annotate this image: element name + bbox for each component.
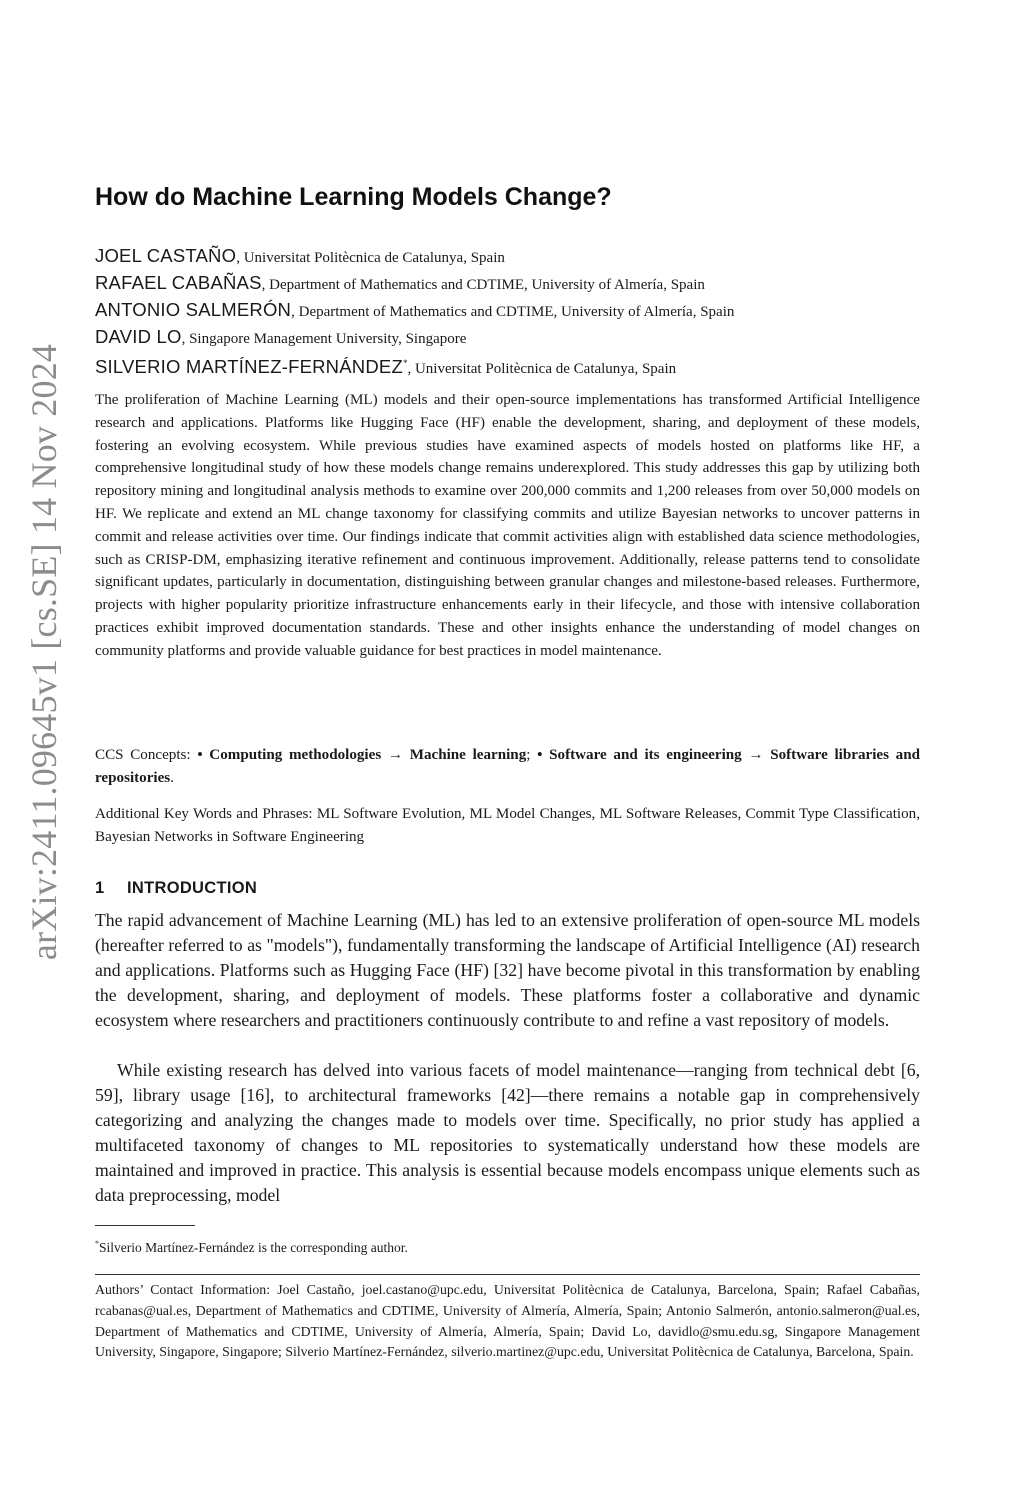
keywords-text: ML Software Evolution, ML Model Changes, ML Software Releases, Commit Type Classification, Bayesian Networks in Software Engineering xyxy=(95,806,920,845)
author-name: SILVERIO MARTÍNEZ-FERNÁNDEZ xyxy=(95,356,403,377)
ccs-category: • Computing methodologies xyxy=(197,747,382,763)
ccs-concept: Software libraries and repositories xyxy=(95,747,920,786)
paper-title: How do Machine Learning Models Change? xyxy=(95,183,612,211)
ccs-category: • Software and its engineering xyxy=(537,747,742,763)
author-entry xyxy=(95,269,920,296)
author-affiliation: , Singapore Management University, Singapore xyxy=(181,331,467,347)
author-entry xyxy=(95,242,920,269)
footnote-text: Silverio Martínez-Fernández is the corresponding author. xyxy=(99,1240,408,1255)
author-affiliation: , Universitat Politècnica de Catalunya, Spain xyxy=(236,250,505,266)
section-title: INTRODUCTION xyxy=(127,879,258,897)
ccs-concepts xyxy=(95,744,920,790)
author-affiliation: , Universitat Politècnica de Catalunya, Spain xyxy=(407,361,677,377)
author-entry xyxy=(95,296,920,323)
footnote-divider xyxy=(95,1225,195,1226)
ccs-label: CCS Concepts: xyxy=(95,747,198,763)
keywords xyxy=(95,803,920,849)
ccs-end: . xyxy=(170,769,174,786)
author-entry xyxy=(95,323,920,350)
author-entry xyxy=(95,350,920,377)
ccs-arrow: → xyxy=(741,747,771,763)
authors-contact-information: Authors’ Contact Information: Joel Castaño, joel.castano@upc.edu, Universitat Politècnica de Catalunya, Barcelona, Spain; Rafael Cabañas, rcabanas@ual.es, Department of Mathematics and CDTIME, University of Almería, Almería, Spain; Antonio Salmerón, antonio.salmeron@ual.es, Department of Mathematics and CDTIME, University of Almería, Almería, Spain; David Lo, davidlo@smu.edu.sg, Singapore Management University, Singapore, Singapore; Silverio Martínez-Fernández, silverio.martinez@upc.edu, Universitat Politècnica de Catalunya, Barcelona, Spain. xyxy=(95,1282,920,1360)
section-heading-introduction xyxy=(95,879,257,898)
section-number: 1 xyxy=(95,879,105,897)
footnote-mark: * xyxy=(95,1239,99,1248)
arxiv-identifier-stamp: arXiv:2411.09645v1 [cs.SE] 14 Nov 2024 xyxy=(24,343,64,961)
author-name: DAVID LO xyxy=(95,326,182,347)
ccs-arrow: → xyxy=(381,747,410,763)
footnote xyxy=(95,1235,408,1257)
author-name: JOEL CASTAÑO xyxy=(95,245,237,266)
contact-divider xyxy=(95,1274,920,1275)
intro-paragraph-2: While existing research has delved into various facets of model maintenance—ranging from technical debt [6, 59], library usage [16], to architectural frameworks [42]—there remains a notable gap in comprehensively categorizing and analyzing the changes made to models over time. Specifically, no prior study has applied a multifaceted taxonomy of changes to ML repositories to systematically understand how these models are maintained and improved in practice. This analysis is essential because models encompass unique elements such as data preprocessing, model xyxy=(95,1060,920,1205)
author-name: ANTONIO SALMERÓN xyxy=(95,299,292,320)
author-affiliation: , Department of Mathematics and CDTIME, University of Almería, Spain xyxy=(291,304,735,320)
intro-paragraph-1: The rapid advancement of Machine Learning (ML) has led to an extensive proliferation of open-source ML models (hereafter referred to as "models"), fundamentally transforming the landscape of Artificial Intelligence (AI) research and applications. Platforms such as Hugging Face (HF) [32] have become pivotal in this transformation by enabling the development, sharing, and deployment of models. These platforms foster a collaborative and dynamic ecosystem where researchers and practitioners continuously contribute to and refine a vast repository of models. xyxy=(95,910,920,1030)
keywords-label: Additional Key Words and Phrases: xyxy=(95,806,317,822)
abstract: The proliferation of Machine Learning (ML) models and their open-source implementations has transformed Artificial Intelligence research and applications. Platforms like Hugging Face (HF) enable the development, sharing, and deployment of these models, fostering an evolving ecosystem. While previous studies have examined aspects of models hosted on platforms like HF, a comprehensive longitudinal study of how these models change remains underexplored. This study addresses this gap by utilizing both repository mining and longitudinal analysis methods to examine over 200,000 commits and 1,200 releases from over 50,000 models on HF. We replicate and extend an ML change taxonomy for classifying commits and utilize Bayesian networks to uncover patterns in commit and release activities over time. Our findings indicate that commit activities align with established data science methodologies, such as CRISP-DM, emphasizing iterative refinement and continuous improvement. Additionally, release patterns tend to consolidate significant updates, particularly in documentation, distinguishing between granular changes and milestone-based releases. Furthermore, projects with higher popularity prioritize infrastructure enhancements early in their lifecycle, and those with intensive collaboration practices exhibit improved documentation standards. These and other insights enhance the understanding of model changes on community platforms and provide valuable guidance for best practices in model maintenance. xyxy=(95,392,920,659)
ccs-concept: Machine learning xyxy=(409,747,527,763)
author-name: RAFAEL CABAÑAS xyxy=(95,272,262,293)
ccs-separator: ; xyxy=(526,747,538,763)
author-affiliation: , Department of Mathematics and CDTIME, University of Almería, Spain xyxy=(261,277,705,293)
author-list xyxy=(95,242,920,377)
corresponding-author-mark: * xyxy=(402,358,408,368)
